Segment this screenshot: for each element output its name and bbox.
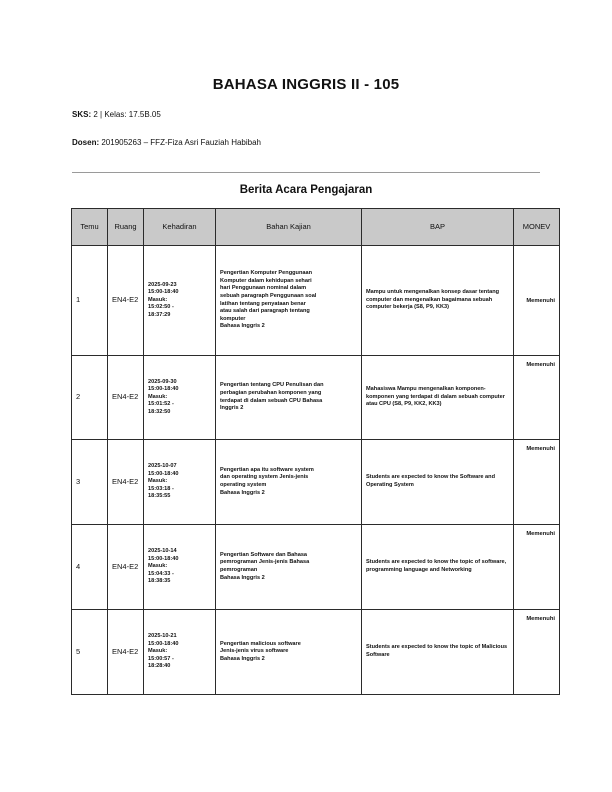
attendance-end: 18:28:40 (148, 663, 171, 670)
attendance-date: 2025-10-14 (148, 548, 177, 555)
bahan-line: latihan tentang penyataan benar (220, 300, 306, 307)
cell-monev: Memenuhi (514, 610, 560, 695)
bahan-line: Pengertian malicious software (220, 640, 301, 647)
cell-bap: Mampu untuk mengenalkan konsep dasar tentang computer dan mengenalkan bagaimana sebuah computer bekerja (S8, P9, KK3) (362, 246, 514, 356)
header-kehadiran: Kehadiran (144, 209, 216, 246)
bahan-line: hari Penggunaan nominal dalam (220, 285, 307, 292)
cell-bap: Students are expected to know the topic of Malicious Software (362, 610, 514, 695)
table-row (72, 610, 560, 695)
attendance-schedule: 15:00-18:40 (148, 470, 179, 477)
attendance-start: 15:01:52 - (148, 401, 174, 408)
attendance-end: 18:37:29 (148, 311, 171, 318)
table-row (72, 356, 560, 440)
attendance-masuk-label: Masuk: (148, 296, 168, 303)
dosen-label: Dosen: (72, 138, 100, 147)
bahan-line: Bahasa Inggris 2 (220, 323, 265, 330)
header-ruang: Ruang (108, 209, 144, 246)
table-row (72, 246, 560, 356)
attendance-schedule: 15:00-18:40 (148, 289, 179, 296)
cell-kehadiran (144, 610, 216, 695)
attendance-start: 15:03:18 - (148, 485, 174, 492)
bahan-line: Inggris 2 (220, 405, 244, 412)
bahan-line: Bahasa Inggris 2 (220, 574, 265, 581)
attendance-end: 18:38:35 (148, 578, 171, 585)
cell-kehadiran (144, 246, 216, 356)
cell-kehadiran (144, 525, 216, 610)
section-title: Berita Acara Pengajaran (239, 184, 373, 196)
cell-monev: Memenuhi (514, 525, 560, 610)
bahan-line: dan operating system Jenis-jenis (220, 474, 309, 481)
attendance-date: 2025-10-21 (148, 633, 177, 640)
attendance-masuk-label: Masuk: (148, 648, 168, 655)
cell-bap: Mahasiswa Mampu mengenalkan komponen-komponen yang terdapat di dalam sebuah computer atau CPU (S8, P9, KK2, KK3) (362, 356, 514, 440)
attendance-start: 15:00:57 - (148, 655, 174, 662)
attendance-date: 2025-10-07 (148, 463, 177, 470)
bahan-line: Jenis-jenis virus software (220, 648, 289, 655)
cell-ruang: EN4-E2 (108, 440, 144, 525)
page-title: BAHASA INGGRIS II - 105 (212, 76, 400, 93)
cell-temu: 3 (72, 440, 108, 525)
bahan-line: komputer (220, 315, 246, 322)
cell-bahan-kajian (216, 440, 362, 525)
bahan-line: Pengertian apa itu software system (220, 466, 314, 473)
attendance-schedule: 15:00-18:40 (148, 555, 179, 562)
header-bahan-kajian: Bahan Kajian (216, 209, 362, 246)
cell-monev: Memenuhi (514, 356, 560, 440)
bahan-line: terdapat di dalam sebuah CPU Bahasa (220, 397, 323, 404)
cell-monev: Memenuhi (514, 246, 560, 356)
cell-bahan-kajian (216, 525, 362, 610)
cell-bap: Students are expected to know the topic of software, programming language and Networking (362, 525, 514, 610)
dosen-info (72, 138, 261, 147)
table-row (72, 440, 560, 525)
cell-bahan-kajian (216, 356, 362, 440)
bahan-line: Komputer dalam kehidupan sehari (220, 277, 312, 284)
sks-value: 2 | Kelas: 17.5B.05 (93, 110, 161, 119)
cell-ruang: EN4-E2 (108, 525, 144, 610)
cell-monev: Memenuhi (514, 440, 560, 525)
cell-temu: 5 (72, 610, 108, 695)
attendance-schedule: 15:00-18:40 (148, 640, 179, 647)
bahan-line: Pengertian Komputer Penggunaan (220, 270, 312, 277)
bahan-line: operating system (220, 482, 267, 488)
attendance-masuk-label: Masuk: (148, 563, 168, 570)
bahan-line: pemrograman (220, 567, 258, 573)
cell-ruang: EN4-E2 (108, 246, 144, 356)
bahan-line: Bahasa Inggris 2 (220, 489, 265, 496)
attendance-end: 18:35:55 (148, 493, 171, 500)
bahan-line: pemrograman Jenis-jenis Bahasa (220, 559, 310, 566)
bahan-line: perbagian perubahan komponen yang (220, 389, 322, 396)
bahan-line: Pengertian tentang CPU Penulisan dan (220, 382, 324, 389)
attendance-schedule: 15:00-18:40 (148, 386, 179, 393)
attendance-masuk-label: Masuk: (148, 478, 168, 485)
sks-label: SKS: (72, 110, 92, 119)
attendance-start: 15:04:33 - (148, 570, 174, 577)
table-row (72, 525, 560, 610)
bahan-line: Bahasa Inggris 2 (220, 655, 265, 662)
cell-kehadiran (144, 356, 216, 440)
bahan-line: atau salah dari paragraph tentang (220, 308, 310, 315)
attendance-date: 2025-09-30 (148, 378, 177, 385)
cell-temu: 2 (72, 356, 108, 440)
divider (72, 172, 540, 173)
sks-info (72, 110, 161, 119)
header-monev: MONEV (514, 209, 560, 246)
cell-temu: 1 (72, 246, 108, 356)
cell-bahan-kajian (216, 610, 362, 695)
cell-bahan-kajian (216, 246, 362, 356)
attendance-end: 18:32:50 (148, 408, 171, 415)
cell-bap: Students are expected to know the Software and Operating System (362, 440, 514, 525)
attendance-date: 2025-09-23 (148, 281, 177, 288)
header-bap: BAP (362, 209, 514, 246)
cell-ruang: EN4-E2 (108, 356, 144, 440)
cell-temu: 4 (72, 525, 108, 610)
attendance-start: 15:02:50 - (148, 304, 174, 311)
table-header-row (72, 209, 560, 246)
header-temu: Temu (72, 209, 108, 246)
attendance-masuk-label: Masuk: (148, 393, 168, 400)
cell-ruang: EN4-E2 (108, 610, 144, 695)
bahan-line: sebuah paragraph Penggunaan soal (220, 292, 317, 299)
bahan-line: Pengertian Software dan Bahasa (220, 551, 308, 558)
dosen-value: 201905263 – FFZ-Fiza Asri Fauziah Habibah (101, 138, 261, 147)
cell-kehadiran (144, 440, 216, 525)
teaching-record-table (71, 208, 560, 695)
